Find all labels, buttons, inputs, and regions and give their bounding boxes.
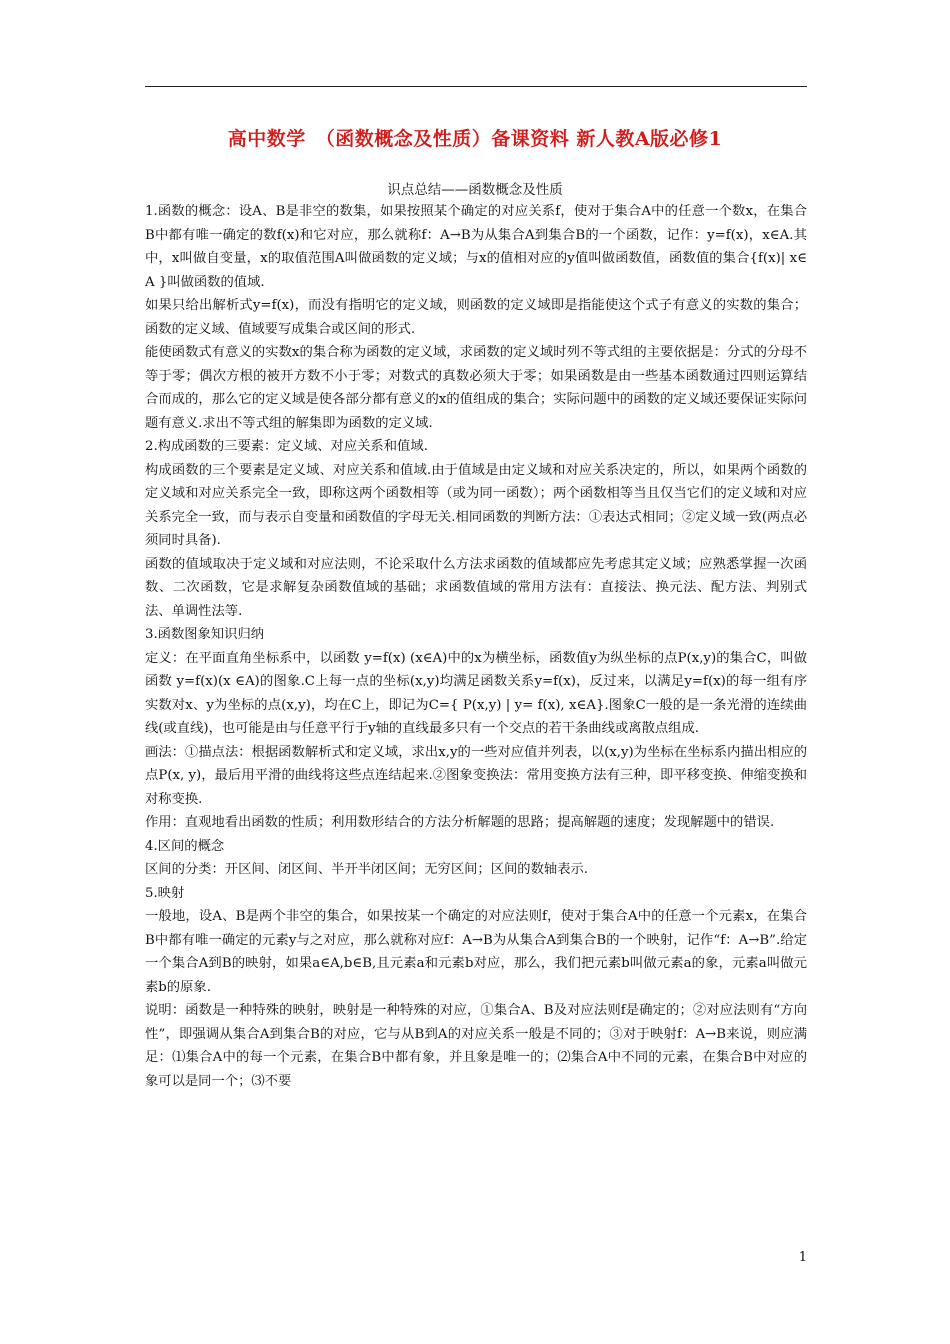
document-body bbox=[145, 200, 807, 1093]
paragraph-7: 3.函数图象知识归纳 bbox=[145, 627, 265, 642]
paragraph-1: 1.函数的概念：设A、B是非空的数集，如果按照某个确定的对应关系f，使对于集合A中的任意一个数x，在集合B中都有唯一确定的数f(x)和它对应，那么就称f：A→B为从集合A到集合B的一个函数，记作：y=f(x)，x∈A.其中，x叫做自变量，x的取值范围A叫做函数的定义域；与x的值相对应的y值叫做函数值，函数值的集合{f(x)| x∈A }叫做函数的值域. bbox=[145, 204, 807, 290]
paragraph-14: 一般地，设A、B是两个非空的集合，如果按某一个确定的对应法则f，使对于集合A中的任意一个元素x，在集合B中都有唯一确定的元素y与之对应，那么就称对应f：A→B为从集合A到集合B的一个映射，记作“f：A→B”.给定一个集合A到B的映射，如果a∈A,b∈B,且元素a和元素b对应，那么，我们把元素b叫做元素a的象，元素a叫做元素b的原象. bbox=[145, 909, 807, 995]
document-title: 高中数学 （函数概念及性质）备课资料 新人教A版必修1 bbox=[227, 128, 723, 150]
paragraph-5: 构成函数的三个要素是定义域、对应关系和值域.由于值域是由定义域和对应关系决定的，所以，如果两个函数的定义域和对应关系完全一致，即称这两个函数相等（或为同一函数）；两个函数相等当且仅当它们的定义域和对应关系完全一致，而与表示自变量和函数值的字母无关.相同函数的判断方法：①表达式相同；②定义域一致(两点必须同时具备). bbox=[145, 462, 807, 548]
paragraph-12: 区间的分类：开区间、闭区间、半开半闭区间；无穷区间；区间的数轴表示. bbox=[145, 862, 589, 877]
paragraph-6: 函数的值域取决于定义域和对应法则，不论采取什么方法求函数的值域都应先考虑其定义域；应熟悉掌握一次函数、二次函数，它是求解复杂函数值域的基础；求函数值域的常用方法有：直接法、换元法、配方法、判别式法、单调性法等. bbox=[145, 556, 807, 619]
paragraph-10: 作用：直观地看出函数的性质；利用数形结合的方法分析解题的思路；提高解题的速度；发现解题中的错误. bbox=[145, 815, 775, 830]
paragraph-9: 画法：①描点法：根据函数解析式和定义域，求出x,y的一些对应值并列表，以(x,y)为坐标在坐标系内描出相应的点P(x, y)，最后用平滑的曲线将这些点连结起来.②图象变换法：常用变换方法有三种，即平移变换、伸缩变换和对称变换. bbox=[145, 744, 807, 807]
paragraph-11: 4.区间的概念 bbox=[145, 838, 225, 854]
paragraph-13: 5.映射 bbox=[145, 885, 185, 901]
paragraph-15: 说明：函数是一种特殊的映射，映射是一种特殊的对应，①集合A、B及对应法则f是确定的；②对应法则有“方向性”，即强调从集合A到集合B的对应，它与从B到A的对应关系一般是不同的；③对于映射f：A→B来说，则应满足：⑴集合A中的每一个元素，在集合B中都有象，并且象是唯一的；⑵集合A中不同的元素，在集合B中对应的象可以是同一个；⑶不要 bbox=[145, 1003, 807, 1089]
paragraph-3: 能使函数式有意义的实数x的集合称为函数的定义域，求函数的定义域时列不等式组的主要依据是：分式的分母不等于零；偶次方根的被开方数不小于零；对数式的真数必须大于零；如果函数是由一些基本函数通过四则运算结合而成的，那么它的定义域是使各部分都有意义的x的值组成的集合；实际问题中的函数的定义域还要保证实际问题有意义.求出不等式组的解集即为函数的定义域. bbox=[145, 345, 807, 431]
header-rule bbox=[145, 86, 807, 87]
paragraph-4: 2.构成函数的三要素：定义域、对应关系和值域. bbox=[145, 439, 428, 454]
paragraph-8: 定义：在平面直角坐标系中，以函数 y=f(x) (x∈A)中的x为横坐标，函数值y为纵坐标的点P(x,y)的集合C，叫做函数 y=f(x)(x ∈A)的图象.C上每一点的坐标(x,y)均满足函数关系y=f(x)，反过来，以满足y=f(x)的每一组有序实数对x、y为坐标的点(x,y)，均在C上，即记为C={ P(x,y) | y= f(x), x∈A}.图象C一般的是一条光滑的连续曲线(或直线)，也可能是由与任意平行于y轴的直线最多只有一个交点的若干条曲线或离散点组成. bbox=[145, 650, 807, 736]
document-subtitle: 识点总结——函数概念及性质 bbox=[387, 182, 563, 198]
page-number: 1 bbox=[798, 1250, 807, 1265]
paragraph-2: 如果只给出解析式y=f(x)，而没有指明它的定义域，则函数的定义域即是指能使这个式子有意义的实数的集合；函数的定义域、值域要写成集合或区间的形式. bbox=[145, 298, 807, 337]
